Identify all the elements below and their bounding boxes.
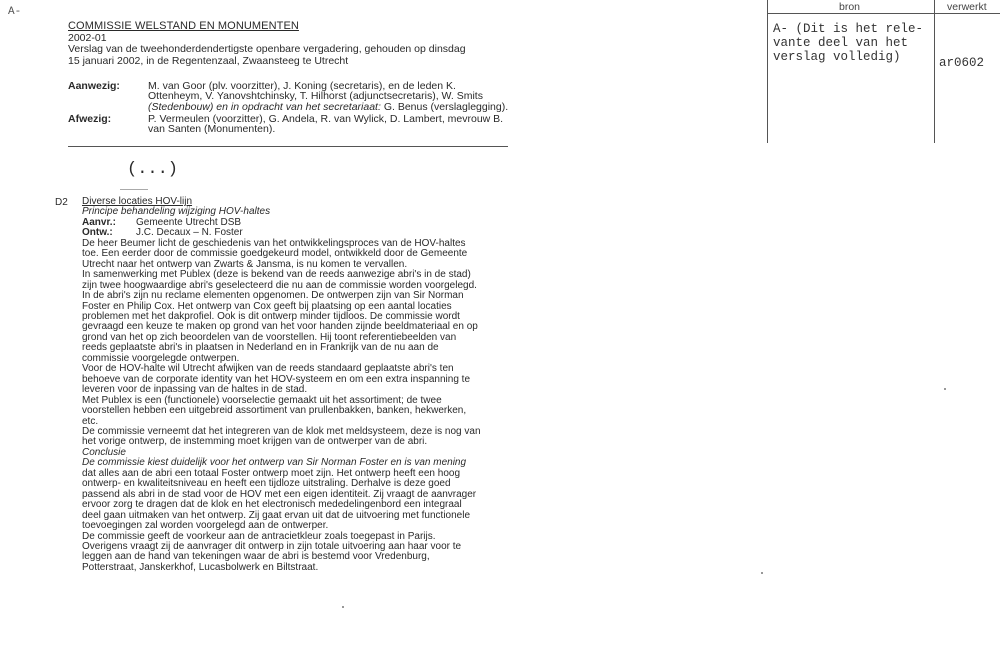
- text-line: Foster en Philip Cox. Het ontwerp van Cox geeft bij plaatsing op een aantal locaties: [82, 300, 452, 312]
- source-note-line: A- (Dit is het rele-: [773, 22, 924, 36]
- item-body: [82, 197, 502, 573]
- text-line: toevoegingen zal worden voorgelegd aan de ontwerper.: [82, 520, 329, 532]
- column-header-verwerkt: verwerkt: [947, 1, 987, 13]
- text-line: De commissie kiest duidelijk voor het ontwerp van Sir Norman Foster en is van mening: [82, 457, 467, 469]
- table-header-rule: [767, 13, 1000, 14]
- text-line: zijn twee hoogwaardige abri's geselecteerd die nu aan de commissie worden voorgelegd.: [82, 279, 477, 291]
- absent-list: [148, 114, 518, 135]
- table-border: [934, 0, 935, 143]
- absent-label: Afwezig:: [68, 113, 112, 125]
- scan-speck: [342, 606, 344, 608]
- source-note-line: vante deel van het: [773, 36, 909, 51]
- text-line: De commissie geeft de voorkeur aan de antracietkleur zoals toegepast in Parijs.: [82, 530, 436, 542]
- item-code: D2: [55, 197, 68, 208]
- short-divider: [120, 189, 148, 190]
- text-line: ontwerp- en kwaliteitsniveau en heeft een tijdloze uitstraling. Derhalve is deze goed: [82, 478, 451, 490]
- text-line: gevraagd een keuze te maken op grond van het voor handen zijnde beeldmateriaal en op: [82, 321, 478, 333]
- present-list: [148, 81, 518, 112]
- present-label: Aanwezig:: [68, 80, 120, 92]
- text-line: Voor de HOV-halte wil Utrecht afwijken van de reeds standaard geplaatste abri's ten: [82, 363, 454, 375]
- text-line: Overigens vraagt zij de aanvrager dit ontwerp in zijn totale uitvoering aan haar voor te: [82, 540, 462, 552]
- omission-marker: (...): [127, 160, 179, 179]
- header-divider: [68, 146, 508, 147]
- text-line: voorstellen hebben een uitgebreid assortiment van prullenbakken, banken, hekwerken,: [82, 405, 467, 417]
- present-line: [148, 102, 518, 112]
- text-line: ervoor zorg te dragen dat de klok en het electronisch mededelingenbord een integraal: [82, 499, 462, 511]
- applicant-label: Aanvr.:: [82, 216, 116, 228]
- document-header: [68, 21, 508, 67]
- text-line: leveren voor de inpassing van de haltes in de stad.: [82, 384, 308, 396]
- applicant-value: Gemeente Utrecht DSB: [136, 216, 242, 228]
- source-note: [773, 22, 933, 65]
- text-line: De heer Beumer licht de geschiedenis van het ontwikkelingsproces van de HOV-haltes: [82, 237, 466, 249]
- conclusion-heading: Conclusie: [82, 446, 126, 458]
- table-border: [767, 0, 768, 143]
- text-line: behoeve van de corporate identity van het HOV-systeem en om een extra inspanning te: [82, 373, 471, 385]
- text-line: reeds geplaatste abri's in plaatsen in Nederland en in Frankrijk van de nu aan de: [82, 342, 439, 354]
- text-line: deel gaan uitmaken van het ontwerp. Zij gaat ervan uit dat de uitvoering met functionele: [82, 509, 471, 521]
- source-table: [767, 0, 1000, 143]
- text-line: In samenwerking met Publex (deze is bekend van de reeds aanwezige abri's in de stad): [82, 269, 471, 281]
- text-line: toe. Een eerder door de commissie goedgekeurd model, ontwikkeld door de Gemeente: [82, 248, 468, 260]
- text-line: leggen aan de hand van tekeningen waar de abri is bestemd voor Vredenburg,: [82, 551, 430, 563]
- column-header-bron: bron: [839, 1, 861, 13]
- scan-speck: [944, 388, 946, 390]
- text-line: Met Publex is een (functionele) voorselectie gemaakt uit het assortiment; de twee: [82, 394, 442, 406]
- text-line: grond van het op zich beoordelen van de voorstellen. Hij toont referentiebeelden van: [82, 331, 457, 343]
- present-line: Ottenheym, V. Yanovshtchinsky, T. Hilhorst (adjunctsecretaris), W. Smits: [148, 90, 483, 103]
- discussion-text: [82, 239, 502, 448]
- absent-line: van Santen (Monumenten).: [148, 123, 276, 136]
- meeting-number: 2002-01: [68, 31, 107, 44]
- item-title: Diverse locaties HOV-lijn: [82, 196, 193, 207]
- text-line: het vorige ontwerp, de instemming moet krijgen van de ontwerper van de abri.: [82, 436, 428, 448]
- absent-line: P. Vermeulen (voorzitter), G. Andela, R. van Wylick, D. Lambert, mevrouw B.: [148, 113, 504, 125]
- present-line: M. van Goor (plv. voorzitter), J. Koning (secretaris), en de leden K.: [148, 80, 456, 92]
- document-title: COMMISSIE WELSTAND EN MONUMENTEN: [68, 20, 299, 32]
- text-line: De commissie verneemt dat het integreren van de klok met meldsysteem, deze is nog van: [82, 425, 481, 437]
- corner-tag: A-: [8, 6, 22, 18]
- meeting-description-line-2: 15 januari 2002, in de Regentenzaal, Zwaansteeg te Utrecht: [68, 54, 349, 67]
- designer-label: Ontw.:: [82, 227, 113, 239]
- scan-speck: [761, 572, 763, 574]
- present-line-rest: G. Benus (verslaglegging).: [380, 100, 509, 113]
- designer-value: J.C. Decaux – N. Foster: [136, 227, 243, 239]
- conclusion-text: [82, 458, 502, 573]
- text-line: dat alles aan de abri een totaal Foster ontwerp moet zijn. Het ontwerp heeft een hoog: [82, 467, 461, 479]
- text-line: Utrecht naar het ontwerp van Zwarts & Jansma, is nu komen te vervallen.: [82, 258, 408, 270]
- text-line: passend als abri in de stad voor de HOV met een eigen identiteit. Zij vraagt de aanvrager: [82, 488, 477, 500]
- text-line: etc.: [82, 415, 99, 427]
- text-line: problemen met het dakprofiel. Ook is dit ontwerp minder tijdloos. De commissie wordt: [82, 310, 460, 322]
- text-line: Potterstraat, Janskerkhof, Lucasbolwerk en Biltstraat.: [82, 561, 319, 573]
- meeting-description-line-1: Verslag van de tweehonderdendertigste openbare vergadering, gehouden op dinsdag: [68, 43, 466, 55]
- item-subtitle: Principe behandeling wijziging HOV-haltes: [82, 206, 271, 218]
- source-note-line: verslag volledig): [773, 50, 901, 65]
- text-line: In de abri's zijn nu reclame elementen opgenomen. De ontwerpen zijn van Sir Norman: [82, 290, 464, 302]
- present-line-italic: (Stedenbouw) en in opdracht van het secretariaat:: [148, 100, 381, 113]
- processed-code: ar0602: [939, 56, 985, 70]
- text-line: commissie voorgelegde ontwerpen.: [82, 352, 240, 364]
